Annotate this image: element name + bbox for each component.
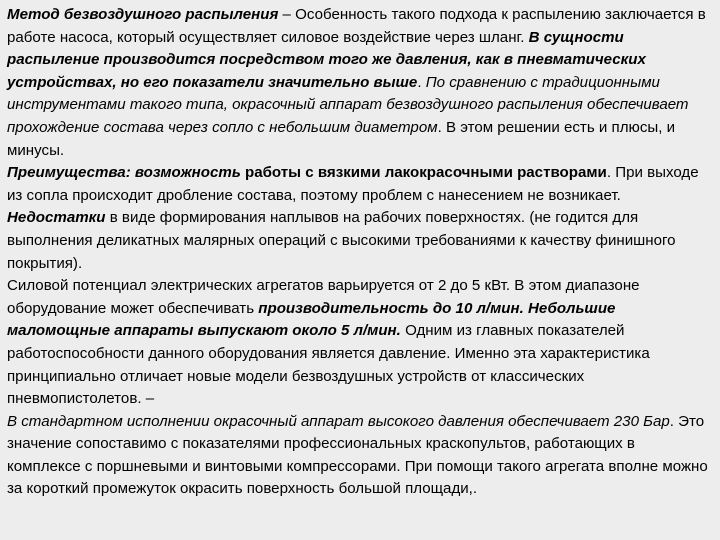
pressure-italic: В стандартном исполнении окрасочный аппарат высокого давления обеспечивает 230 Бар	[7, 412, 670, 430]
advantages-text: . При выходе из сопла происходит дробление состава, поэтому проблем с нанесением не возникает.	[7, 164, 699, 204]
method-italic: По сравнению с традиционными инструментами такого типа, окрасочный аппарат безвоздушного распыления обеспечивает прохождение состава через сопло с небольшим диаметром	[7, 73, 689, 136]
method-emphasis: В сущности распыление производится посредством того же давления, как в пневматических устройствах, но его показатели значительно выше	[7, 28, 646, 91]
heading-dash: –	[278, 6, 296, 23]
disadvantages-label: Недостатки	[7, 209, 106, 227]
advantages-label: Преимущества: возможность	[7, 164, 241, 182]
paragraph-advantages	[7, 162, 708, 207]
power-text-2: Одним из главных показателей работоспособности данного оборудования является давление. Именно эта характеристика принципиально отличает новые модели безвоздушных устройств от классических пневмопистолетов. –	[7, 322, 650, 408]
paragraph-method	[7, 4, 708, 162]
power-text-1: Силовой потенциал электрических агрегатов варьируется от 2 до 5 кВт. В этом диапазоне оборудование может обеспечивать	[7, 277, 640, 317]
disadvantages-text: в виде формирования наплывов на рабочих поверхностях. (не годится для выполнения деликатных малярных операций с высокими требованиями к качеству финишного покрытия).	[7, 209, 676, 272]
paragraph-power	[7, 275, 708, 411]
pressure-text: . Это значение сопоставимо с показателями профессиональных краскопультов, работающих в комплексе с поршневыми и винтовыми компрессорами. При помощи такого агрегата вполне можно за короткий промежуток окрасить поверхность большой площади,.	[7, 412, 708, 498]
advantages-bold: работы с вязкими лакокрасочными растворами	[240, 164, 607, 182]
method-text-1: Особенность такого подхода к распылению заключается в работе насоса, который осуществляет силовое воздействие через шланг.	[7, 6, 706, 46]
method-text-2: . В этом решении есть и плюсы, и минусы.	[7, 118, 676, 159]
paragraph-disadvantages	[7, 207, 708, 275]
method-dot: .	[417, 73, 426, 91]
power-emphasis: производительность до 10 л/мин. Небольшие маломощные аппараты выпускают около 5 л/мин.	[7, 299, 616, 340]
method-heading: Метод безвоздушного распыления	[7, 6, 279, 23]
paragraph-pressure	[7, 411, 708, 501]
